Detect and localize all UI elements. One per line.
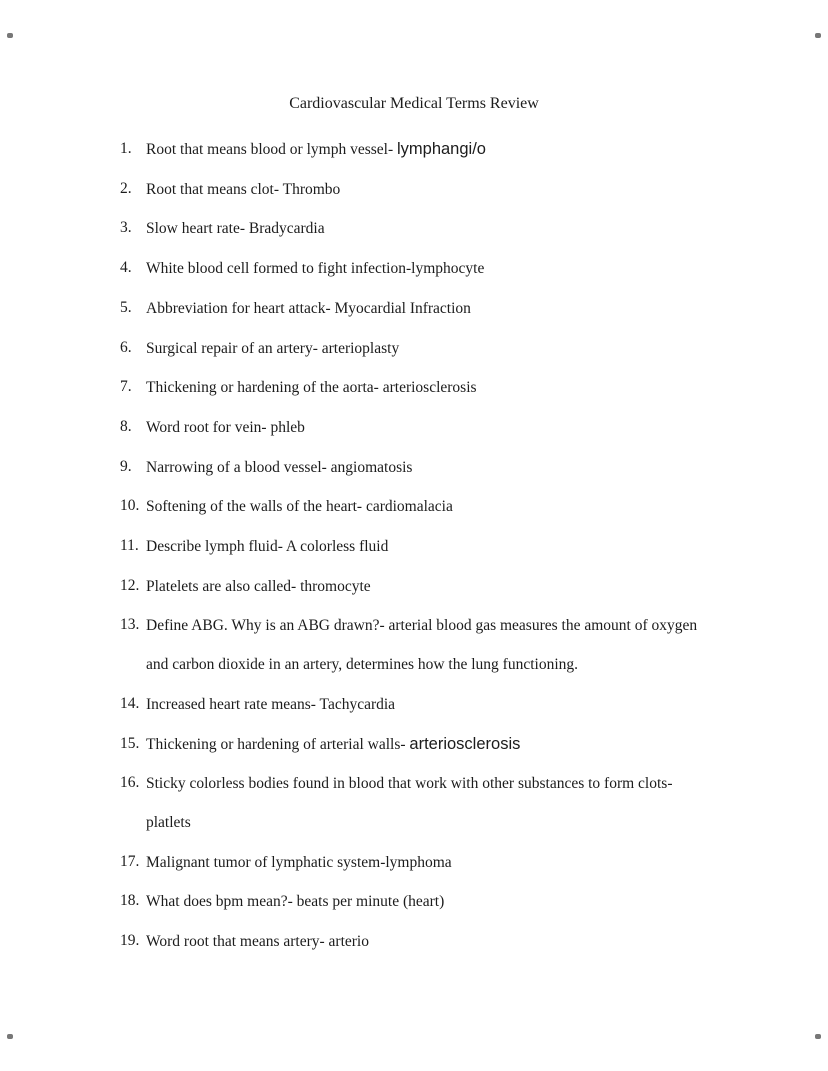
list-item xyxy=(120,567,770,607)
item-number: 18. xyxy=(120,892,140,910)
item-number: 13. xyxy=(120,616,140,634)
document-title: Cardiovascular Medical Terms Review xyxy=(289,95,539,112)
list-item xyxy=(120,448,770,488)
list-item xyxy=(120,329,770,369)
list-item xyxy=(120,922,770,962)
item-number: 4. xyxy=(120,259,132,277)
answer-text: lymphangi/o xyxy=(396,140,486,158)
list-item xyxy=(120,408,770,448)
item-number: 1. xyxy=(120,140,132,157)
item-text: Platelets are also called- thromocyte xyxy=(146,577,371,595)
list-item xyxy=(120,249,770,289)
corner-mark xyxy=(7,33,13,38)
list-item xyxy=(120,170,770,210)
list-item xyxy=(120,606,770,684)
item-text: Increased heart rate means- Tachycardia xyxy=(146,695,396,713)
item-number: 15. xyxy=(120,734,140,752)
item-number: 14. xyxy=(120,694,140,712)
item-text: What does bpm mean?- beats per minute (heart) xyxy=(146,893,445,911)
item-number: 8. xyxy=(120,417,132,435)
item-text: Word root for vein- phleb xyxy=(146,418,305,436)
list-item xyxy=(120,289,770,329)
list-item xyxy=(120,764,770,842)
answer-text: arteriosclerosis xyxy=(409,734,521,753)
item-text: Root that means clot- Thrombo xyxy=(146,180,341,198)
item-text: Surgical repair of an artery- arterioplasty xyxy=(146,339,400,357)
item-number: 6. xyxy=(120,338,132,356)
list-item xyxy=(120,685,770,725)
item-text: Word root that means artery- arterio xyxy=(146,933,369,951)
corner-mark xyxy=(815,33,821,38)
item-text: Sticky colorless bodies found in blood that work with other substances to form clots- platlets xyxy=(146,775,673,831)
item-text: Describe lymph fluid- A colorless fluid xyxy=(146,538,389,556)
corner-mark xyxy=(815,1034,821,1039)
item-text: Root that means blood or lymph vessel- lymphangi/o xyxy=(146,140,486,158)
item-number: 12. xyxy=(120,576,140,594)
corner-mark xyxy=(7,1034,13,1039)
item-number: 3. xyxy=(120,219,132,237)
list-item xyxy=(120,487,770,527)
list-item xyxy=(120,368,770,408)
item-text: Malignant tumor of lymphatic system-lymphoma xyxy=(146,853,452,871)
item-number: 9. xyxy=(120,457,132,475)
item-number: 19. xyxy=(120,932,140,950)
item-text: White blood cell formed to fight infection-lymphocyte xyxy=(146,260,485,278)
item-number: 10. xyxy=(120,497,140,515)
item-text: Define ABG. Why is an ABG drawn?- arterial blood gas measures the amount of oxygen and carbon dioxide in an artery, determines how the lung functioning. xyxy=(146,617,698,674)
item-number: 2. xyxy=(120,179,132,197)
item-text: Softening of the walls of the heart- cardiomalacia xyxy=(146,498,453,516)
item-text: Narrowing of a blood vessel- angiomatosis xyxy=(146,458,413,476)
list-item xyxy=(120,882,770,922)
list-item xyxy=(120,527,770,567)
item-text: Slow heart rate- Bradycardia xyxy=(146,220,325,238)
item-text: Abbreviation for heart attack- Myocardial Infraction xyxy=(146,299,471,317)
list-item xyxy=(120,130,770,170)
item-text: Thickening or hardening of the aorta- arteriosclerosis xyxy=(146,379,477,397)
item-text: Thickening or hardening of arterial walls- arteriosclerosis xyxy=(146,734,521,753)
item-number: 5. xyxy=(120,298,132,316)
list-item xyxy=(120,843,770,883)
list-item xyxy=(120,725,770,765)
list-item xyxy=(120,209,770,249)
item-number: 16. xyxy=(120,774,140,792)
item-number: 11. xyxy=(120,537,139,555)
item-number: 17. xyxy=(120,852,140,870)
term-list xyxy=(0,130,828,962)
item-number: 7. xyxy=(120,378,132,396)
